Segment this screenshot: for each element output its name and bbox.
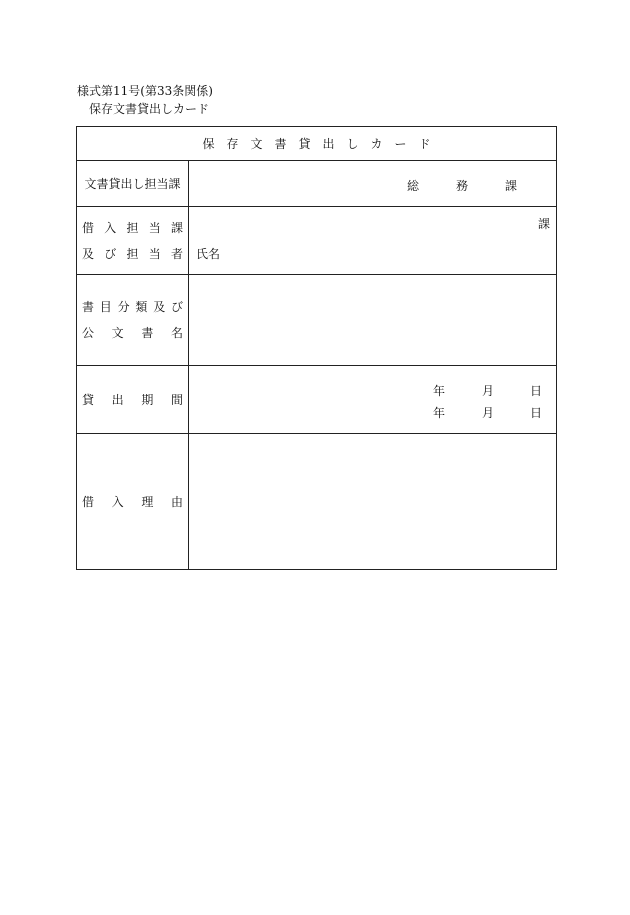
- borrowing-dept-suffix: 課: [537, 217, 550, 231]
- lending-department-label-text: 文書貸出し担当課: [84, 177, 181, 191]
- borrowing-label-line-2: [82, 241, 183, 267]
- loan-start-day-unit: 日: [530, 384, 543, 398]
- lending-dept-char-2: 務: [456, 179, 469, 193]
- label-char: 名: [170, 326, 183, 340]
- borrowing-row: [77, 207, 557, 275]
- label-char: 公: [82, 326, 95, 340]
- label-char: 由: [170, 494, 183, 509]
- loan-period-label-line: [82, 387, 183, 413]
- loan-period-label: [77, 366, 189, 434]
- label-char: 出: [111, 392, 124, 407]
- label-char: 書: [82, 300, 95, 314]
- card-title: 保存文書貸出しカード: [77, 127, 557, 161]
- label-char: 当: [148, 246, 161, 261]
- lending-dept-char-1: 総: [407, 179, 420, 193]
- form-subtitle: 保存文書貸出しカード: [89, 102, 210, 116]
- label-char: び: [104, 246, 117, 261]
- borrowing-value[interactable]: [189, 207, 557, 275]
- loan-period-value[interactable]: [189, 366, 557, 434]
- label-char: 者: [170, 246, 183, 261]
- loan-end-month-unit: 月: [482, 406, 495, 420]
- label-char: 課: [170, 220, 183, 235]
- label-char: 当: [148, 220, 161, 235]
- label-char: 貸: [82, 392, 95, 407]
- label-char: 入: [104, 220, 117, 235]
- document-label-line-2: [82, 320, 183, 346]
- lending-department-row: [77, 161, 557, 207]
- reason-row: [77, 434, 557, 570]
- card-title-row: [77, 127, 557, 161]
- loan-period-row: [77, 366, 557, 434]
- lending-department-label: [77, 161, 189, 207]
- label-char: 及: [82, 246, 95, 261]
- loan-start-month-unit: 月: [482, 384, 495, 398]
- label-char: 分: [117, 300, 130, 314]
- borrowing-label: [77, 207, 189, 275]
- label-char: び: [170, 300, 183, 314]
- label-char: 間: [170, 392, 183, 407]
- document-label-line-1: [82, 294, 183, 320]
- label-char: 及: [153, 300, 166, 314]
- document-row: [77, 275, 557, 366]
- label-char: 目: [99, 300, 112, 314]
- lending-card-table: [76, 126, 557, 570]
- lending-department-value[interactable]: [189, 161, 557, 207]
- lending-dept-char-3: 課: [505, 179, 518, 193]
- reason-label-line: [82, 489, 183, 515]
- document-label: [77, 275, 189, 366]
- reason-value[interactable]: [189, 434, 557, 570]
- label-char: 理: [141, 494, 154, 509]
- label-char: 担: [126, 220, 139, 235]
- label-char: 文: [111, 326, 124, 340]
- label-char: 借: [82, 220, 95, 235]
- loan-end-day-unit: 日: [530, 406, 543, 420]
- borrowing-name-label: 氏名: [196, 247, 221, 261]
- label-char: 担: [126, 246, 139, 261]
- label-char: 借: [82, 494, 95, 509]
- label-char: 書: [141, 326, 154, 340]
- label-char: 入: [111, 494, 124, 509]
- reason-label: [77, 434, 189, 570]
- document-value[interactable]: [189, 275, 557, 366]
- label-char: 期: [141, 392, 154, 407]
- label-char: 類: [135, 300, 148, 314]
- borrowing-label-line-1: [82, 215, 183, 241]
- form-number: 様式第11号(第33条関係): [77, 84, 213, 98]
- loan-start-year-unit: 年: [433, 384, 446, 398]
- loan-end-year-unit: 年: [433, 406, 446, 420]
